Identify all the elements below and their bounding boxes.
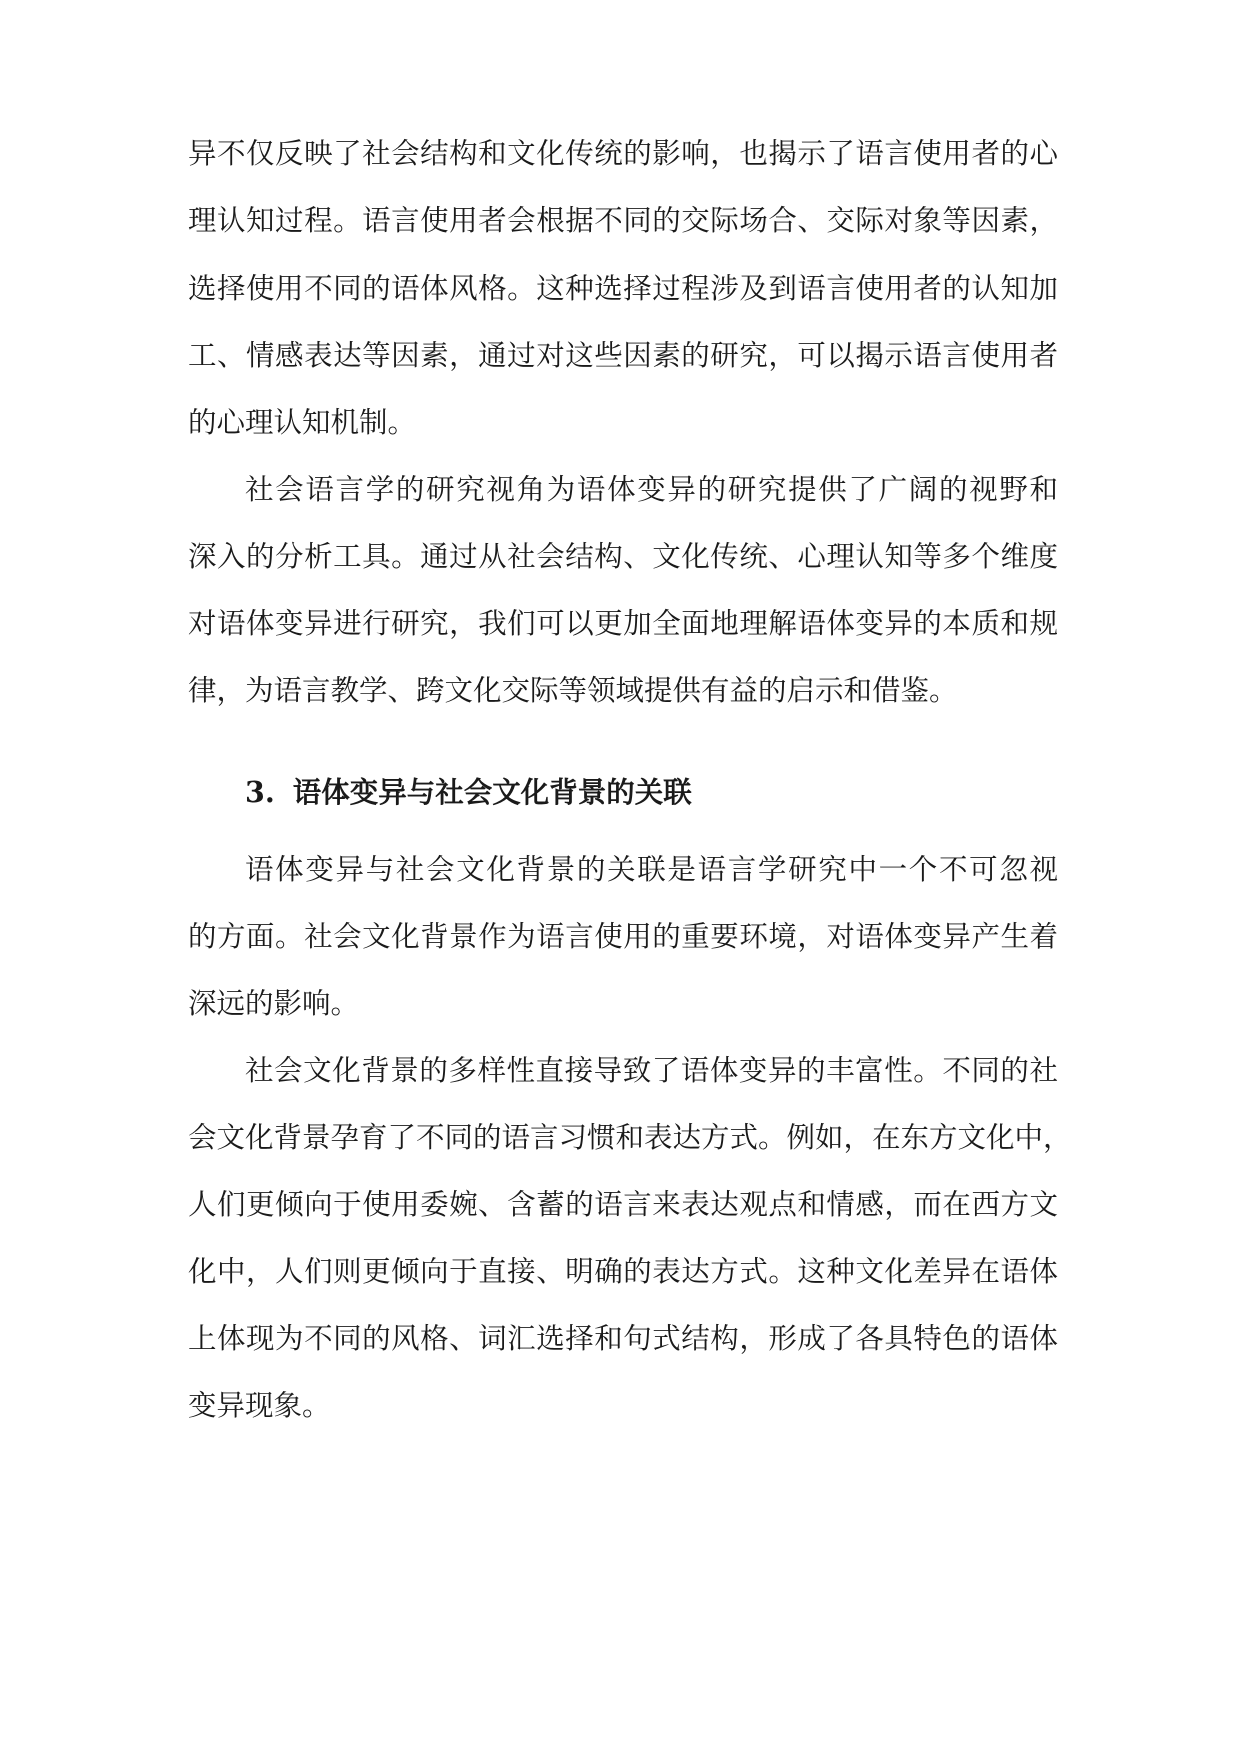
- paragraph-line: 上体现为不同的风格、词汇选择和句式结构，形成了各具特色的语体: [188, 1322, 1058, 1355]
- paragraph-line: 的方面。社会文化背景作为语言使用的重要环境，对语体变异产生着: [188, 920, 1058, 953]
- paragraph-line: 社会语言学的研究视角为语体变异的研究提供了广阔的视野和: [245, 473, 1058, 506]
- paragraph-line: 深入的分析工具。通过从社会结构、文化传统、心理认知等多个维度: [188, 540, 1058, 573]
- paragraph-line: 深远的影响。: [188, 987, 360, 1020]
- paragraph-line: 理认知过程。语言使用者会根据不同的交际场合、交际对象等因素，: [188, 204, 1058, 237]
- section-heading: [245, 772, 1045, 812]
- paragraph-line: 的心理认知机制。: [188, 406, 417, 439]
- paragraph-line: 人们更倾向于使用委婉、含蓄的语言来表达观点和情感，而在西方文: [188, 1188, 1058, 1221]
- section-number: 3.: [245, 775, 275, 809]
- paragraph-line: 对语体变异进行研究，我们可以更加全面地理解语体变异的本质和规: [188, 607, 1058, 640]
- paragraph-line: 化中，人们则更倾向于直接、明确的表达方式。这种文化差异在语体: [188, 1255, 1058, 1288]
- paragraph-line: 工、情感表达等因素，通过对这些因素的研究，可以揭示语言使用者: [188, 339, 1058, 372]
- paragraph-line: 变异现象。: [188, 1389, 331, 1422]
- paragraph-line: 选择使用不同的语体风格。这种选择过程涉及到语言使用者的认知加: [188, 272, 1058, 305]
- paragraph-line: 律，为语言教学、跨文化交际等领域提供有益的启示和借鉴。: [188, 674, 958, 707]
- paragraph-line: 社会文化背景的多样性直接导致了语体变异的丰富性。不同的社: [245, 1054, 1058, 1087]
- paragraph-line: 语体变异与社会文化背景的关联是语言学研究中一个不可忽视: [245, 853, 1058, 886]
- paragraph-line: 异不仅反映了社会结构和文化传统的影响，也揭示了语言使用者的心: [188, 137, 1058, 170]
- section-title: 语体变异与社会文化背景的关联: [292, 775, 692, 809]
- paragraph-line: 会文化背景孕育了不同的语言习惯和表达方式。例如，在东方文化中，: [188, 1121, 1072, 1154]
